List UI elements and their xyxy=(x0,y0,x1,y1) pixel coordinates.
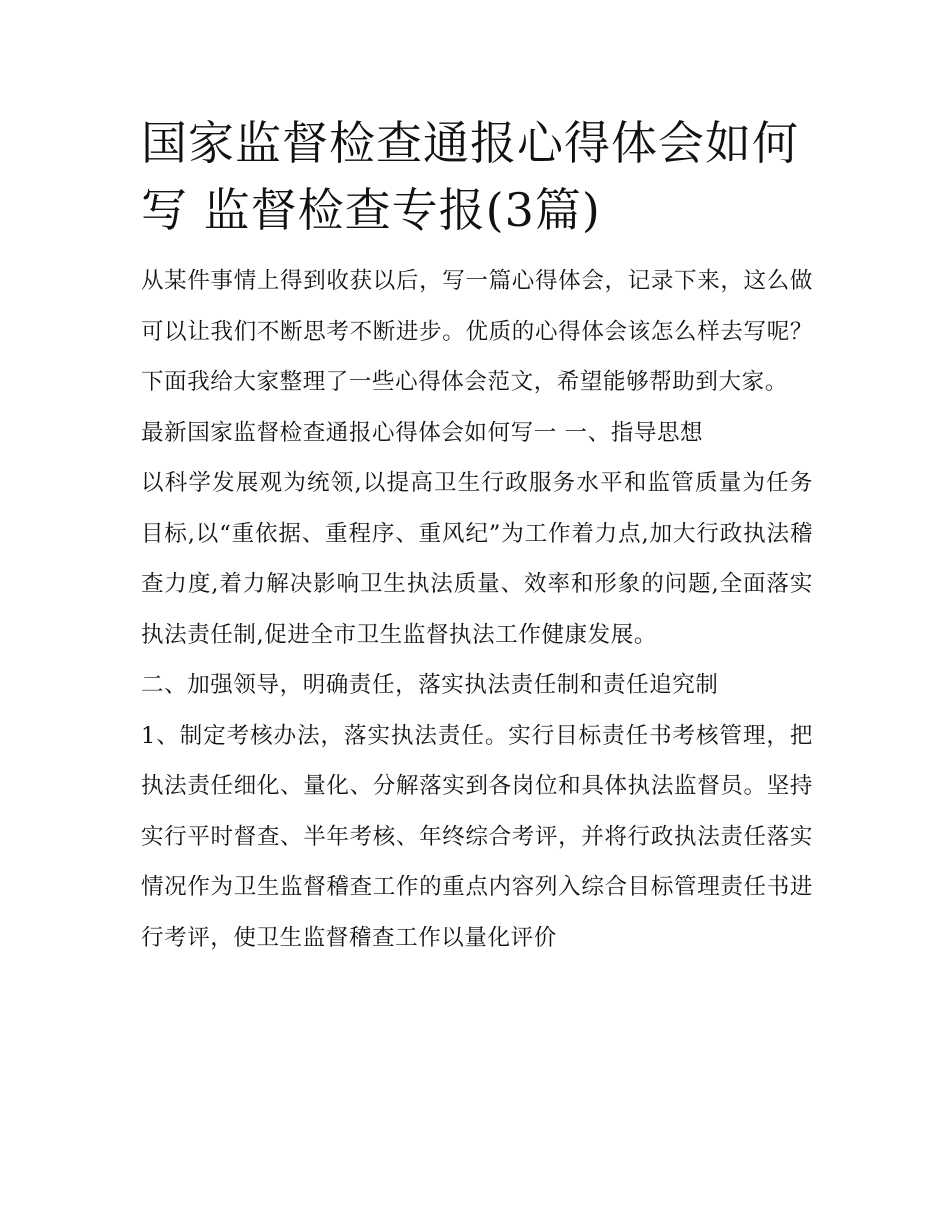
intro-paragraph: 从某件事情上得到收获以后，写一篇心得体会，记录下来，这么做可以让我们不断思考不断进步。优质的心得体会该怎么样去写呢？下面我给大家整理了一些心得体会范文，希望能够帮助到大家。 xyxy=(141,268,813,395)
section-heading-leadership: 二、加强领导，明确责任，落实执法责任制和责任追究制 xyxy=(141,672,719,698)
guiding-ideology-paragraph: 以科学发展观为统领,以提高卫生行政服务水平和监管质量为任务目标,以“重依据、重程序、重风纪”为工作着力点,加大行政执法稽查力度,着力解决影响卫生执法质量、效率和形象的问题,全面落实执法责任制,促进全市卫生监督执法工作健康发展。 xyxy=(141,470,813,648)
document-body xyxy=(141,110,813,963)
section-heading-guiding-ideology: 最新国家监督检查通报心得体会如何写一 一、指导思想 xyxy=(141,419,704,446)
document-title: 国家监督检查通报心得体会如何写 监督检查专报(3篇) xyxy=(141,116,799,237)
assessment-paragraph: 1、制定考核办法，落实执法责任。实行目标责任书考核管理，把执法责任细化、量化、分解落实到各岗位和具体执法监督员。坚持实行平时督查、半年考核、年终综合考评，并将行政执法责任落实情况作为卫生监督稽查工作的重点内容列入综合目标管理责任书进行考评，使卫生监督稽查工作以量化评价 xyxy=(141,722,813,951)
